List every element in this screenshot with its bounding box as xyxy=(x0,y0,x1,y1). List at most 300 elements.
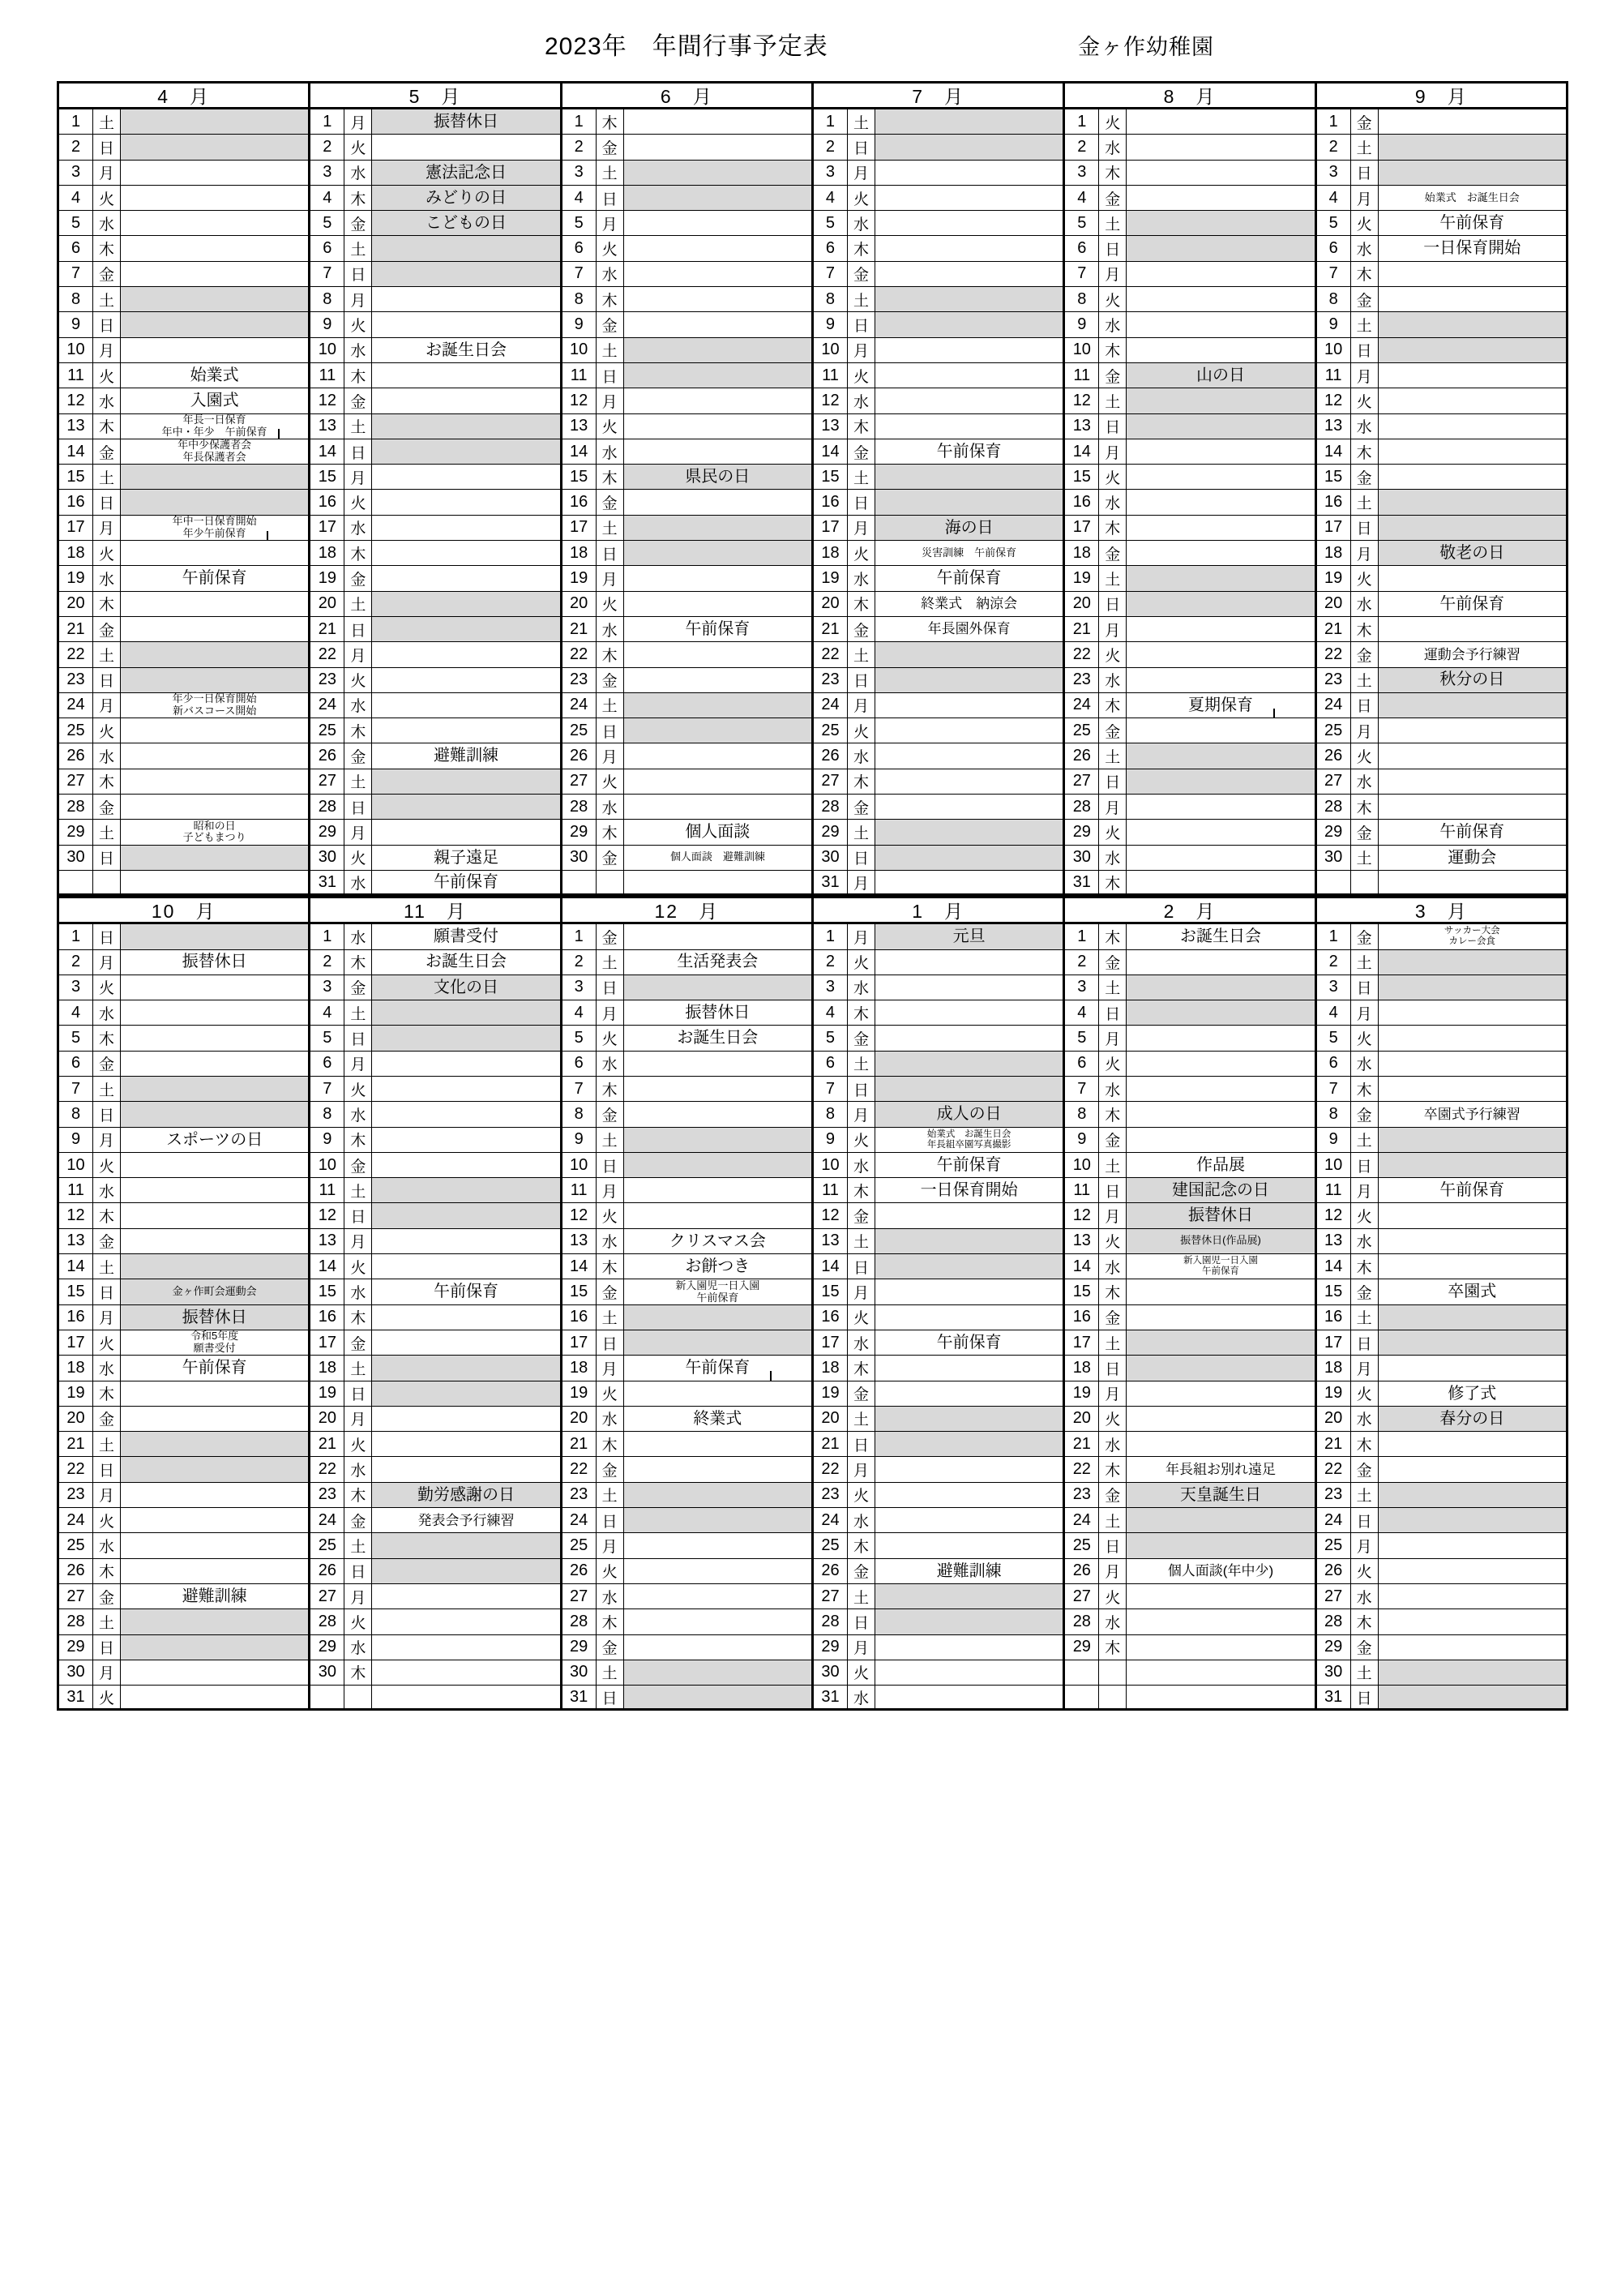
event-text: 作品展 xyxy=(1195,1155,1245,1174)
event-cell xyxy=(875,312,1063,336)
event-cell xyxy=(372,287,559,311)
day-of-week: 水 xyxy=(93,211,121,235)
event-cell xyxy=(624,1330,811,1355)
day-row xyxy=(1317,617,1566,642)
day-row xyxy=(1317,1026,1566,1051)
day-number: 13 xyxy=(814,1229,848,1253)
event-cell xyxy=(624,795,811,819)
day-number: 28 xyxy=(814,1609,848,1634)
day-number: 8 xyxy=(1317,287,1351,311)
day-number: 21 xyxy=(1317,617,1351,641)
event-cell xyxy=(1379,846,1566,870)
month-column-2 xyxy=(1065,898,1316,1711)
day-number: 24 xyxy=(59,1508,93,1532)
event-cell xyxy=(372,1635,559,1660)
day-number: 11 xyxy=(1065,1178,1099,1202)
day-row xyxy=(562,718,811,743)
event-cell xyxy=(624,541,811,565)
day-row xyxy=(1317,1356,1566,1381)
day-row xyxy=(310,846,559,871)
event-cell xyxy=(1127,236,1314,260)
day-number: 7 xyxy=(562,1077,597,1101)
day-number: 16 xyxy=(59,490,93,514)
event-cell xyxy=(372,312,559,336)
event-cell xyxy=(1379,465,1566,489)
day-row xyxy=(1317,1432,1566,1457)
day-number: 26 xyxy=(310,1559,344,1583)
day-of-week: 土 xyxy=(344,1356,372,1380)
day-number: 27 xyxy=(562,769,597,794)
day-number: 22 xyxy=(310,1457,344,1481)
day-of-week xyxy=(93,871,121,893)
day-of-week: 月 xyxy=(344,465,372,489)
day-number: 28 xyxy=(562,1609,597,1634)
event-cell xyxy=(624,871,811,893)
day-number: 6 xyxy=(59,236,93,260)
day-row xyxy=(1317,109,1566,135)
day-of-week: 火 xyxy=(1351,1559,1379,1583)
day-row xyxy=(562,1483,811,1508)
day-of-week: 金 xyxy=(344,1508,372,1532)
day-number: 1 xyxy=(1065,924,1099,949)
day-number: 10 xyxy=(1317,338,1351,362)
event-cell xyxy=(372,1330,559,1355)
day-of-week: 金 xyxy=(597,1635,624,1660)
day-row xyxy=(562,1052,811,1077)
day-row xyxy=(1317,1457,1566,1482)
day-of-week: 金 xyxy=(1351,1279,1379,1304)
day-of-week: 日 xyxy=(93,490,121,514)
day-number: 21 xyxy=(814,1432,848,1456)
event-cell xyxy=(875,1153,1063,1177)
day-number: 30 xyxy=(59,1660,93,1685)
day-row xyxy=(562,1609,811,1634)
day-number: 15 xyxy=(814,1279,848,1304)
day-of-week: 日 xyxy=(848,312,875,336)
day-of-week: 土 xyxy=(1099,975,1127,1000)
event-text: 年中少保護者会 xyxy=(177,439,252,452)
day-row xyxy=(562,1584,811,1609)
month-header-10: 10 月 xyxy=(59,898,308,924)
day-of-week: 日 xyxy=(1351,1686,1379,1708)
event-cell xyxy=(624,1203,811,1227)
day-of-week: 日 xyxy=(597,1508,624,1532)
event-cell xyxy=(875,1432,1063,1456)
day-of-week: 月 xyxy=(1099,262,1127,286)
day-number: 25 xyxy=(1065,1533,1099,1557)
event-cell xyxy=(1127,414,1314,439)
day-of-week: 月 xyxy=(1099,795,1127,819)
event-cell xyxy=(1379,1178,1566,1202)
day-of-week: 火 xyxy=(848,541,875,565)
event-cell xyxy=(624,1229,811,1253)
event-cell xyxy=(624,642,811,666)
day-row xyxy=(562,1102,811,1127)
event-cell xyxy=(1127,262,1314,286)
day-of-week: 火 xyxy=(93,718,121,743)
day-number: 3 xyxy=(814,161,848,185)
day-number: 9 xyxy=(562,1128,597,1152)
day-of-week: 金 xyxy=(344,1330,372,1355)
day-row xyxy=(1065,592,1314,617)
event-cell xyxy=(1127,846,1314,870)
month-column-1 xyxy=(814,898,1065,1711)
day-number: 17 xyxy=(59,1330,93,1355)
event-cell xyxy=(624,668,811,692)
event-cell xyxy=(121,668,308,692)
day-of-week: 日 xyxy=(93,924,121,949)
event-text: 修了式 xyxy=(1448,1384,1497,1403)
event-text: 一日保育開始 xyxy=(1423,239,1521,258)
day-row xyxy=(814,1052,1063,1077)
day-row xyxy=(310,1407,559,1432)
day-row xyxy=(310,743,559,769)
day-row xyxy=(814,1279,1063,1304)
day-of-week: 月 xyxy=(1351,186,1379,210)
day-row xyxy=(1065,1077,1314,1102)
day-of-week: 火 xyxy=(344,1609,372,1634)
event-cell xyxy=(1379,1381,1566,1406)
day-number: 26 xyxy=(562,743,597,768)
day-number: 19 xyxy=(1317,1381,1351,1406)
event-cell xyxy=(875,693,1063,718)
event-cell xyxy=(875,617,1063,641)
day-of-week: 金 xyxy=(1351,1457,1379,1481)
day-number: 28 xyxy=(59,795,93,819)
day-number: 16 xyxy=(1317,1305,1351,1330)
event-cell xyxy=(372,924,559,949)
event-text: カレー会食 xyxy=(1448,936,1496,947)
day-row xyxy=(1065,668,1314,693)
event-cell xyxy=(372,1533,559,1557)
event-cell xyxy=(624,846,811,870)
day-row xyxy=(1065,975,1314,1000)
day-number: 13 xyxy=(310,414,344,439)
day-row xyxy=(562,1533,811,1558)
school-name: 金ヶ作幼稚園 xyxy=(1078,35,1214,59)
day-number: 8 xyxy=(59,287,93,311)
day-number: 17 xyxy=(59,516,93,540)
event-cell xyxy=(624,312,811,336)
event-cell xyxy=(624,1356,811,1380)
day-row xyxy=(310,820,559,845)
day-row xyxy=(814,109,1063,135)
day-row xyxy=(814,617,1063,642)
day-number: 15 xyxy=(59,465,93,489)
day-of-week: 日 xyxy=(93,1102,121,1126)
day-of-week: 水 xyxy=(597,439,624,464)
day-row xyxy=(1065,1381,1314,1407)
day-row xyxy=(1317,846,1566,871)
event-text: 午前保育 xyxy=(1439,594,1505,613)
day-number: 29 xyxy=(814,1635,848,1660)
event-cell xyxy=(1379,109,1566,134)
day-of-week: 月 xyxy=(597,211,624,235)
event-cell xyxy=(372,1000,559,1025)
day-number: 19 xyxy=(1317,566,1351,590)
day-of-week: 金 xyxy=(1351,465,1379,489)
day-number: 8 xyxy=(814,1102,848,1126)
event-cell xyxy=(372,871,559,893)
day-row xyxy=(562,846,811,871)
event-cell xyxy=(875,490,1063,514)
event-cell xyxy=(121,1077,308,1101)
day-row xyxy=(310,287,559,312)
day-number: 26 xyxy=(1065,743,1099,768)
event-cell xyxy=(1379,592,1566,616)
day-of-week: 金 xyxy=(1099,1305,1127,1330)
day-of-week: 金 xyxy=(597,135,624,159)
day-of-week: 水 xyxy=(1351,1229,1379,1253)
day-row xyxy=(59,1000,308,1026)
day-of-week: 木 xyxy=(848,414,875,439)
event-cell xyxy=(1127,439,1314,464)
event-cell xyxy=(372,388,559,413)
day-row xyxy=(562,820,811,845)
day-row xyxy=(562,1229,811,1254)
event-cell xyxy=(1127,541,1314,565)
day-of-week: 月 xyxy=(1351,1356,1379,1380)
month-days-10 xyxy=(59,924,308,1711)
day-number: 19 xyxy=(562,1381,597,1406)
event-text: クリスマス会 xyxy=(669,1232,766,1250)
event-cell xyxy=(1127,1102,1314,1126)
day-of-week: 日 xyxy=(848,135,875,159)
event-cell xyxy=(875,1660,1063,1685)
day-of-week: 火 xyxy=(93,1330,121,1355)
day-of-week: 月 xyxy=(848,693,875,718)
event-cell xyxy=(121,1279,308,1304)
event-text: 午前保育 xyxy=(1439,214,1505,233)
event-cell xyxy=(372,846,559,870)
event-cell xyxy=(1379,1102,1566,1126)
day-of-week: 金 xyxy=(344,1153,372,1177)
day-row xyxy=(310,1330,559,1356)
day-number: 2 xyxy=(562,950,597,975)
day-row xyxy=(1065,236,1314,261)
event-cell xyxy=(624,1609,811,1634)
day-number: 31 xyxy=(59,1686,93,1708)
day-of-week: 木 xyxy=(93,1381,121,1406)
day-row xyxy=(1317,211,1566,236)
day-number: 29 xyxy=(310,820,344,844)
day-number: 22 xyxy=(814,1457,848,1481)
day-of-week: 木 xyxy=(597,1254,624,1279)
event-cell xyxy=(875,1000,1063,1025)
day-of-week: 日 xyxy=(597,1330,624,1355)
day-of-week: 月 xyxy=(93,1305,121,1330)
event-cell xyxy=(1127,1178,1314,1202)
day-row xyxy=(1065,211,1314,236)
day-of-week: 日 xyxy=(344,1026,372,1050)
calendar-half-second xyxy=(57,896,1568,1711)
day-row xyxy=(310,211,559,236)
event-cell xyxy=(372,1102,559,1126)
event-cell xyxy=(624,1254,811,1279)
day-row xyxy=(310,338,559,363)
event-cell xyxy=(121,820,308,844)
day-row xyxy=(814,388,1063,413)
day-row xyxy=(310,1356,559,1381)
day-number: 26 xyxy=(1065,1559,1099,1583)
day-row xyxy=(1065,1483,1314,1508)
day-number: 19 xyxy=(59,1381,93,1406)
day-row xyxy=(59,541,308,566)
day-row xyxy=(814,1356,1063,1381)
event-cell xyxy=(1379,693,1566,718)
day-number: 3 xyxy=(59,161,93,185)
event-text: 春分の日 xyxy=(1439,1409,1505,1428)
month-column-10 xyxy=(59,898,310,1711)
day-row xyxy=(1065,642,1314,667)
event-cell xyxy=(1379,1153,1566,1177)
day-of-week: 日 xyxy=(1099,414,1127,439)
day-number: 29 xyxy=(562,1635,597,1660)
event-cell xyxy=(875,1686,1063,1708)
day-of-week: 金 xyxy=(93,439,121,464)
event-cell xyxy=(624,1584,811,1608)
event-cell xyxy=(624,1457,811,1481)
day-of-week: 日 xyxy=(1351,1508,1379,1532)
day-row xyxy=(59,439,308,465)
day-of-week: 日 xyxy=(1351,975,1379,1000)
day-of-week: 火 xyxy=(344,1077,372,1101)
day-row xyxy=(562,950,811,975)
event-cell xyxy=(372,1660,559,1685)
day-of-week: 日 xyxy=(1351,161,1379,185)
day-number: 30 xyxy=(1317,846,1351,870)
event-cell xyxy=(372,769,559,794)
day-number: 11 xyxy=(814,1178,848,1202)
day-number: 9 xyxy=(1065,312,1099,336)
event-cell xyxy=(624,566,811,590)
day-row xyxy=(310,566,559,591)
day-row xyxy=(562,439,811,465)
day-number: 16 xyxy=(59,1305,93,1330)
event-cell xyxy=(875,1254,1063,1279)
day-number: 28 xyxy=(59,1609,93,1634)
day-row xyxy=(310,1381,559,1407)
event-cell xyxy=(1127,1508,1314,1532)
event-cell xyxy=(1379,1635,1566,1660)
day-row xyxy=(814,975,1063,1000)
day-number: 11 xyxy=(814,363,848,388)
event-cell xyxy=(875,1356,1063,1380)
day-number: 16 xyxy=(562,490,597,514)
day-row xyxy=(1317,236,1566,261)
day-of-week: 日 xyxy=(93,135,121,159)
event-cell xyxy=(372,262,559,286)
day-row xyxy=(310,795,559,820)
day-row xyxy=(814,414,1063,439)
event-cell xyxy=(121,1559,308,1583)
day-row xyxy=(1065,439,1314,465)
event-cell xyxy=(372,1254,559,1279)
day-row xyxy=(562,1381,811,1407)
day-of-week: 土 xyxy=(93,1254,121,1279)
day-number: 27 xyxy=(59,769,93,794)
day-of-week: 火 xyxy=(848,186,875,210)
day-row xyxy=(59,743,308,769)
day-row xyxy=(1317,490,1566,515)
day-of-week: 木 xyxy=(1351,1609,1379,1634)
event-cell xyxy=(1127,186,1314,210)
day-number: 18 xyxy=(1317,1356,1351,1380)
day-row xyxy=(310,516,559,541)
day-of-week: 木 xyxy=(1351,1432,1379,1456)
event-cell xyxy=(121,541,308,565)
day-of-week: 火 xyxy=(848,1128,875,1152)
day-number: 21 xyxy=(1065,1432,1099,1456)
event-text: 午前保育 xyxy=(696,1291,739,1304)
day-of-week: 日 xyxy=(93,1279,121,1304)
event-cell xyxy=(372,1381,559,1406)
event-cell xyxy=(121,592,308,616)
day-row xyxy=(59,236,308,261)
event-cell xyxy=(1379,743,1566,768)
day-number: 27 xyxy=(1065,1584,1099,1608)
day-number: 29 xyxy=(1317,820,1351,844)
event-cell xyxy=(372,465,559,489)
day-of-week: 水 xyxy=(344,1457,372,1481)
day-number: 12 xyxy=(310,388,344,413)
day-of-week: 土 xyxy=(344,236,372,260)
day-row xyxy=(562,1077,811,1102)
event-cell xyxy=(1127,312,1314,336)
day-row xyxy=(1317,1407,1566,1432)
day-of-week: 土 xyxy=(93,287,121,311)
day-row xyxy=(562,1457,811,1482)
day-row xyxy=(1065,617,1314,642)
day-row xyxy=(1065,465,1314,490)
day-row xyxy=(1317,1203,1566,1228)
month-days-5 xyxy=(310,109,559,896)
day-number: 24 xyxy=(562,1508,597,1532)
day-number: 11 xyxy=(59,363,93,388)
day-of-week: 火 xyxy=(597,414,624,439)
day-number: 28 xyxy=(1065,795,1099,819)
day-row xyxy=(562,236,811,261)
event-text: 新バスコース開始 xyxy=(172,704,257,717)
day-row xyxy=(1317,1128,1566,1153)
day-number: 17 xyxy=(310,1330,344,1355)
day-number: 11 xyxy=(59,1178,93,1202)
event-cell xyxy=(121,617,308,641)
day-number: 1 xyxy=(310,924,344,949)
day-of-week: 土 xyxy=(597,161,624,185)
event-cell xyxy=(1127,871,1314,893)
event-cell xyxy=(875,769,1063,794)
day-number: 22 xyxy=(1317,642,1351,666)
day-row xyxy=(814,1000,1063,1026)
day-number: 2 xyxy=(1065,135,1099,159)
event-cell xyxy=(372,795,559,819)
day-number: 8 xyxy=(1065,287,1099,311)
event-cell xyxy=(624,1052,811,1076)
day-number: 14 xyxy=(310,1254,344,1279)
day-row xyxy=(310,1203,559,1228)
event-cell xyxy=(372,490,559,514)
day-of-week: 土 xyxy=(1351,312,1379,336)
event-text: 午前保育 xyxy=(936,442,1002,460)
event-cell xyxy=(121,975,308,1000)
day-number: 27 xyxy=(814,1584,848,1608)
day-number: 13 xyxy=(1065,1229,1099,1253)
event-cell xyxy=(1127,1457,1314,1481)
event-cell xyxy=(121,693,308,718)
day-number: 25 xyxy=(1317,1533,1351,1557)
day-of-week: 木 xyxy=(848,1356,875,1380)
